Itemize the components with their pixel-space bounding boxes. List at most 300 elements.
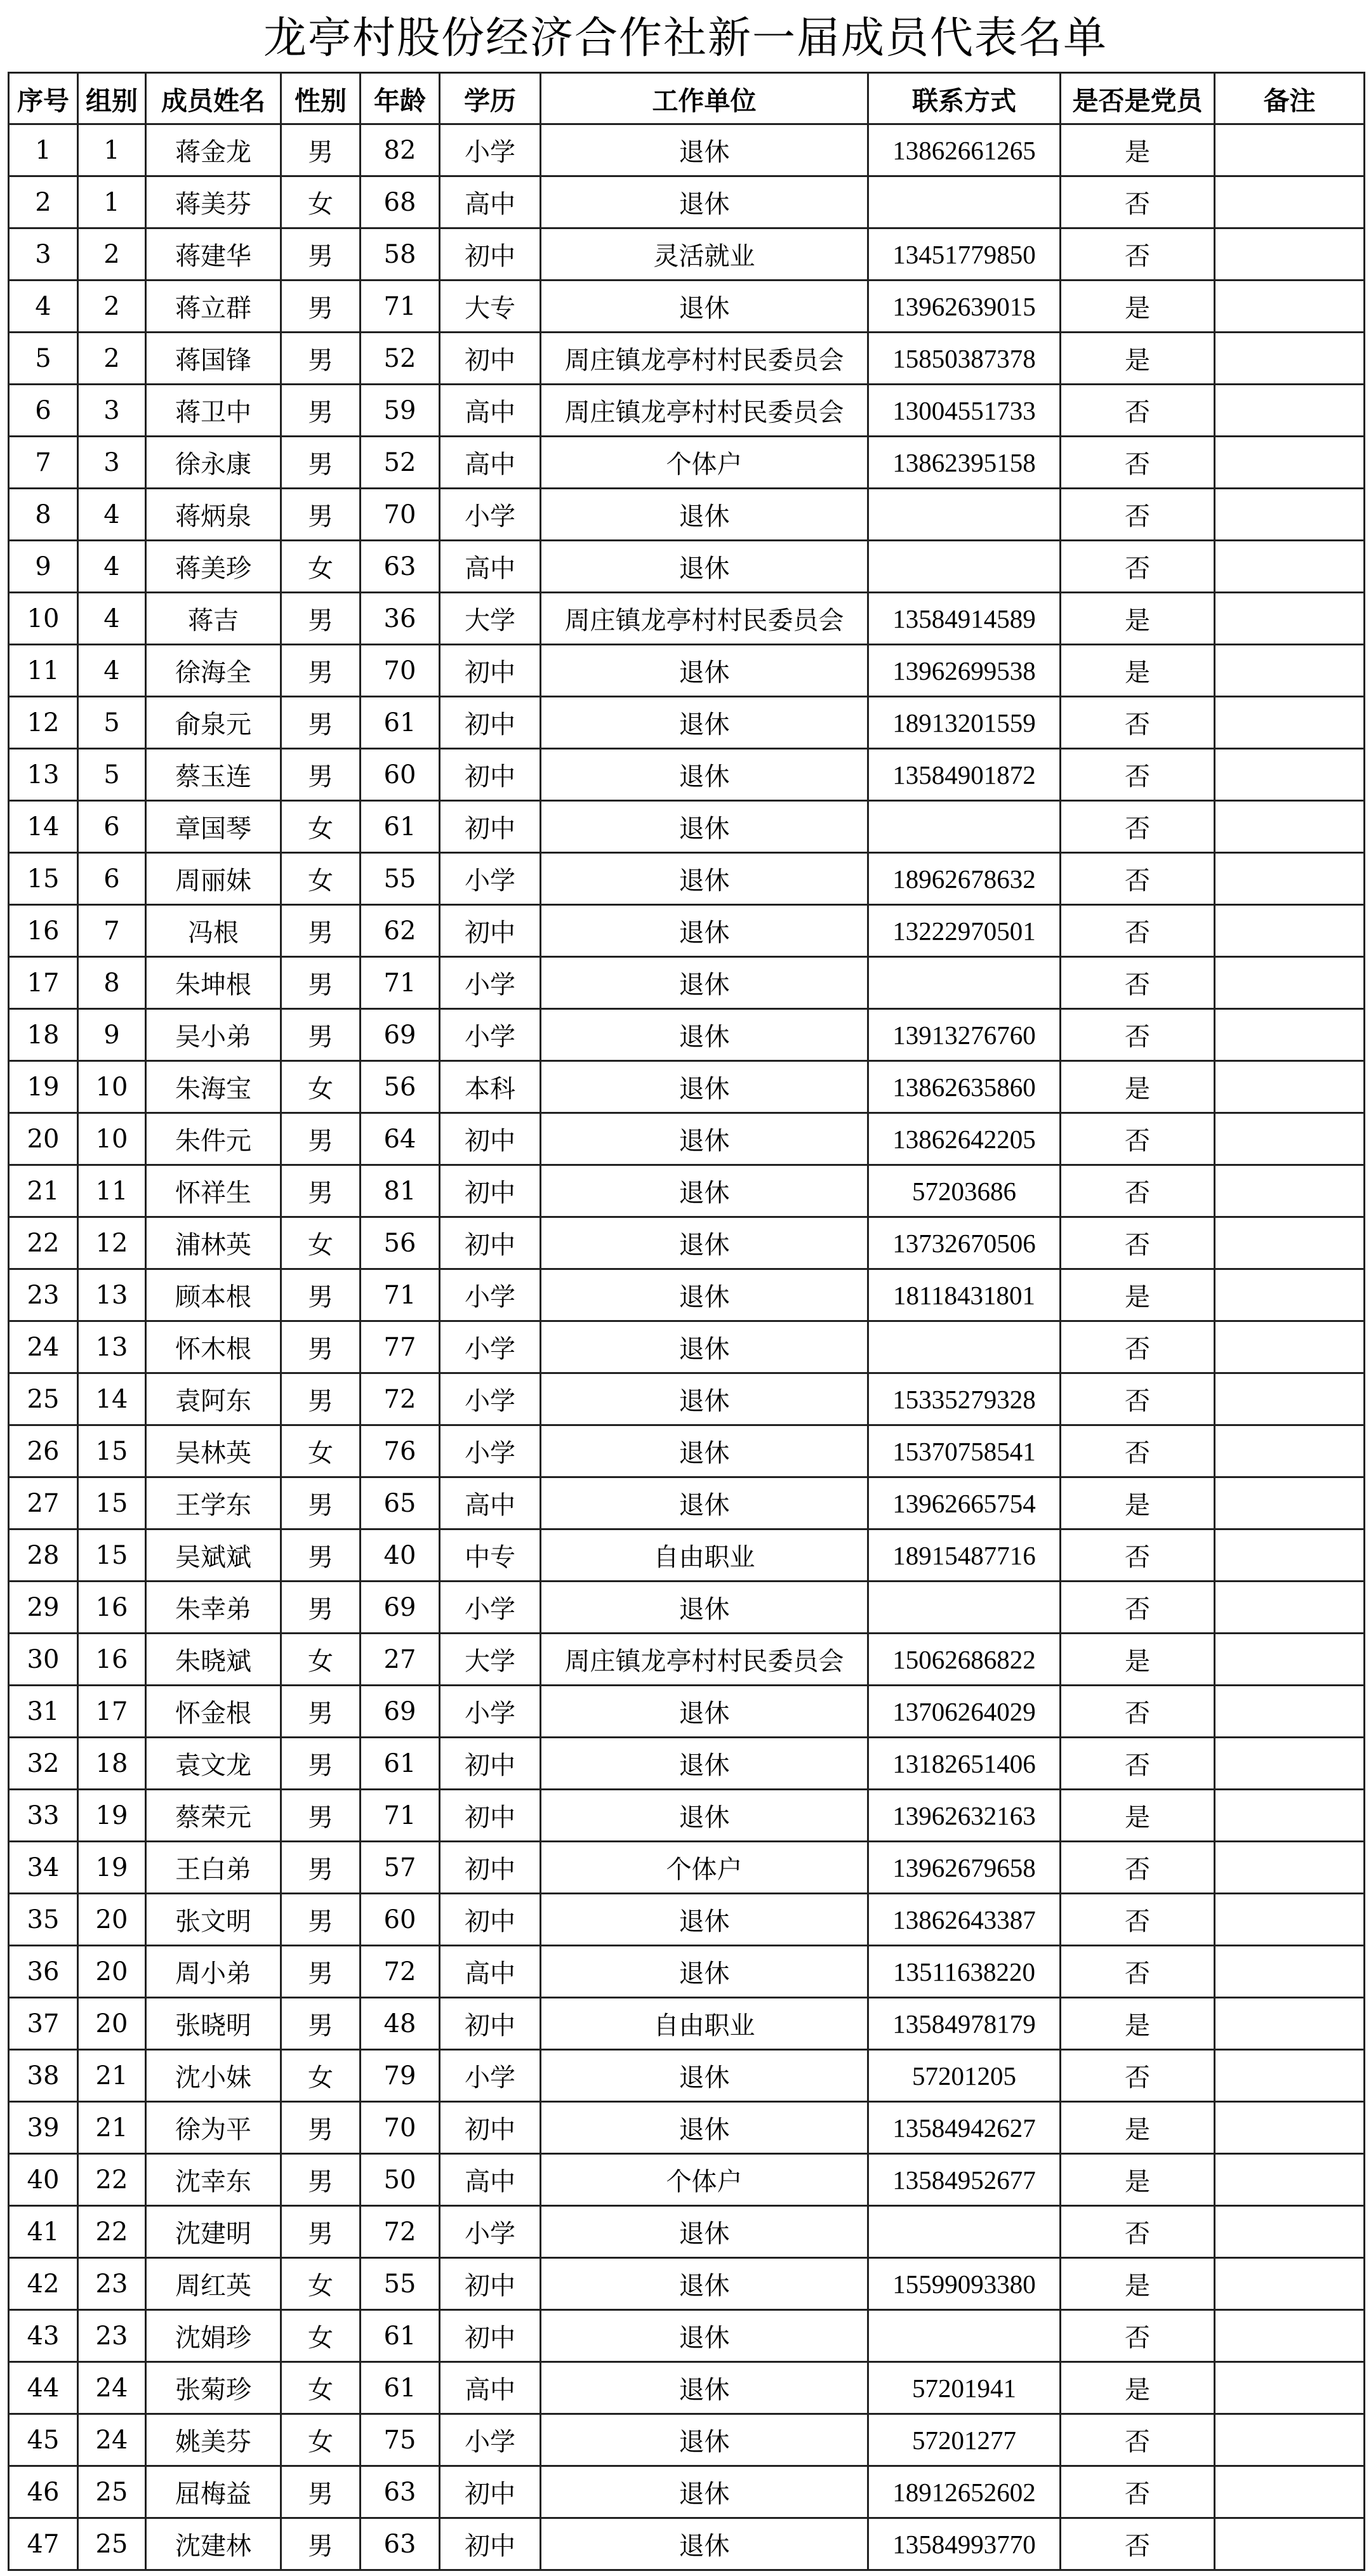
cell-group: 5 (78, 749, 146, 801)
cell-remarks (1215, 645, 1365, 697)
cell-name: 冯根 (146, 905, 281, 957)
cell-education: 初中 (440, 1790, 541, 1842)
cell-gender: 男 (281, 124, 361, 176)
cell-gender: 女 (281, 2310, 361, 2362)
table-row (9, 2206, 1365, 2258)
cell-group: 3 (78, 385, 146, 437)
cell-contact: 13862642205 (868, 1113, 1061, 1165)
cell-age: 55 (361, 853, 440, 905)
cell-index: 32 (9, 1738, 78, 1790)
cell-index: 23 (9, 1269, 78, 1321)
cell-contact: 13962679658 (868, 1842, 1061, 1894)
cell-party-member: 是 (1061, 2258, 1215, 2310)
cell-group: 5 (78, 697, 146, 749)
cell-age: 63 (361, 541, 440, 593)
cell-gender: 男 (281, 645, 361, 697)
col-header-age: 年龄 (361, 73, 440, 124)
cell-party-member: 否 (1061, 489, 1215, 541)
table-row (9, 1373, 1365, 1425)
cell-name: 王学东 (146, 1477, 281, 1529)
cell-contact: 15599093380 (868, 2258, 1061, 2310)
table-row (9, 1477, 1365, 1529)
cell-group: 25 (78, 2466, 146, 2518)
cell-name: 沈小妹 (146, 2050, 281, 2102)
cell-age: 68 (361, 176, 440, 228)
cell-contact: 57201941 (868, 2362, 1061, 2414)
cell-workplace: 退休 (541, 2206, 868, 2258)
table-row (9, 2102, 1365, 2154)
cell-group: 10 (78, 1061, 146, 1113)
cell-workplace: 退休 (541, 2414, 868, 2466)
cell-contact: 13584952677 (868, 2154, 1061, 2206)
cell-name: 吴林英 (146, 1425, 281, 1477)
cell-index: 2 (9, 176, 78, 228)
cell-contact: 15850387378 (868, 333, 1061, 385)
cell-remarks (1215, 1321, 1365, 1373)
cell-name: 徐为平 (146, 2102, 281, 2154)
cell-index: 26 (9, 1425, 78, 1477)
cell-contact: 18913201559 (868, 697, 1061, 749)
cell-index: 38 (9, 2050, 78, 2102)
cell-group: 1 (78, 124, 146, 176)
cell-remarks (1215, 489, 1365, 541)
table-row (9, 1321, 1365, 1373)
cell-workplace: 自由职业 (541, 1998, 868, 2050)
cell-remarks (1215, 1842, 1365, 1894)
cell-workplace: 退休 (541, 1790, 868, 1842)
cell-group: 4 (78, 541, 146, 593)
cell-name: 怀祥生 (146, 1165, 281, 1217)
cell-party-member: 是 (1061, 1790, 1215, 1842)
cell-contact: 13222970501 (868, 905, 1061, 957)
cell-remarks (1215, 541, 1365, 593)
cell-gender: 男 (281, 228, 361, 281)
cell-age: 56 (361, 1217, 440, 1269)
cell-group: 2 (78, 228, 146, 281)
cell-name: 张文明 (146, 1894, 281, 1946)
cell-party-member: 是 (1061, 593, 1215, 645)
cell-gender: 男 (281, 749, 361, 801)
table-row (9, 957, 1365, 1009)
cell-education: 高中 (440, 2362, 541, 2414)
table-row (9, 489, 1365, 541)
cell-group: 25 (78, 2518, 146, 2570)
cell-workplace: 退休 (541, 1321, 868, 1373)
cell-gender: 女 (281, 1634, 361, 1686)
cell-group: 4 (78, 489, 146, 541)
cell-age: 71 (361, 957, 440, 1009)
cell-party-member: 否 (1061, 1582, 1215, 1634)
cell-education: 初中 (440, 1738, 541, 1790)
col-header-remarks: 备注 (1215, 73, 1365, 124)
cell-remarks (1215, 1477, 1365, 1529)
cell-education: 高中 (440, 385, 541, 437)
cell-party-member: 否 (1061, 2050, 1215, 2102)
table-row (9, 697, 1365, 749)
cell-age: 52 (361, 437, 440, 489)
cell-name: 吴小弟 (146, 1009, 281, 1061)
cell-remarks (1215, 697, 1365, 749)
cell-gender: 男 (281, 1842, 361, 1894)
cell-workplace: 退休 (541, 1738, 868, 1790)
cell-index: 40 (9, 2154, 78, 2206)
cell-education: 初中 (440, 801, 541, 853)
cell-index: 35 (9, 1894, 78, 1946)
cell-workplace: 个体户 (541, 2154, 868, 2206)
cell-gender: 男 (281, 1321, 361, 1373)
table-row (9, 645, 1365, 697)
cell-name: 章国琴 (146, 801, 281, 853)
cell-name: 屈梅益 (146, 2466, 281, 2518)
cell-workplace: 退休 (541, 1946, 868, 1998)
cell-remarks (1215, 2258, 1365, 2310)
cell-group: 24 (78, 2414, 146, 2466)
cell-workplace: 自由职业 (541, 1529, 868, 1582)
cell-index: 13 (9, 749, 78, 801)
cell-education: 初中 (440, 905, 541, 957)
cell-party-member: 否 (1061, 385, 1215, 437)
cell-education: 初中 (440, 2258, 541, 2310)
cell-contact: 13706264029 (868, 1686, 1061, 1738)
cell-index: 6 (9, 385, 78, 437)
cell-remarks (1215, 2518, 1365, 2570)
cell-group: 3 (78, 437, 146, 489)
cell-remarks (1215, 853, 1365, 905)
cell-workplace: 退休 (541, 801, 868, 853)
cell-index: 39 (9, 2102, 78, 2154)
cell-contact: 13962639015 (868, 281, 1061, 333)
col-header-group: 组别 (78, 73, 146, 124)
cell-age: 48 (361, 1998, 440, 2050)
cell-age: 40 (361, 1529, 440, 1582)
cell-remarks (1215, 1061, 1365, 1113)
cell-remarks (1215, 176, 1365, 228)
table-row (9, 1842, 1365, 1894)
cell-workplace: 退休 (541, 281, 868, 333)
cell-remarks (1215, 2206, 1365, 2258)
cell-group: 9 (78, 1009, 146, 1061)
cell-group: 20 (78, 1946, 146, 1998)
cell-workplace: 退休 (541, 2310, 868, 2362)
cell-group: 17 (78, 1686, 146, 1738)
cell-remarks (1215, 281, 1365, 333)
cell-party-member: 否 (1061, 1165, 1215, 1217)
table-row (9, 1738, 1365, 1790)
cell-age: 52 (361, 333, 440, 385)
col-header-contact: 联系方式 (868, 73, 1061, 124)
cell-group: 16 (78, 1634, 146, 1686)
cell-education: 初中 (440, 2518, 541, 2570)
cell-gender: 男 (281, 1165, 361, 1217)
cell-age: 72 (361, 2206, 440, 2258)
table-row (9, 2414, 1365, 2466)
cell-name: 俞泉元 (146, 697, 281, 749)
table-row (9, 541, 1365, 593)
cell-gender: 女 (281, 176, 361, 228)
col-header-party-member: 是否是党员 (1061, 73, 1215, 124)
cell-workplace: 退休 (541, 541, 868, 593)
cell-name: 徐海全 (146, 645, 281, 697)
cell-contact: 13862643387 (868, 1894, 1061, 1946)
cell-age: 70 (361, 2102, 440, 2154)
cell-party-member: 否 (1061, 1686, 1215, 1738)
cell-remarks (1215, 905, 1365, 957)
cell-workplace: 退休 (541, 1686, 868, 1738)
cell-education: 初中 (440, 1217, 541, 1269)
cell-workplace: 退休 (541, 2258, 868, 2310)
cell-workplace: 退休 (541, 489, 868, 541)
cell-workplace: 灵活就业 (541, 228, 868, 281)
table-row (9, 1894, 1365, 1946)
cell-gender: 男 (281, 905, 361, 957)
member-table (8, 72, 1365, 2571)
cell-contact: 13004551733 (868, 385, 1061, 437)
cell-education: 高中 (440, 2154, 541, 2206)
cell-group: 12 (78, 1217, 146, 1269)
cell-party-member: 是 (1061, 124, 1215, 176)
cell-workplace: 退休 (541, 1113, 868, 1165)
cell-group: 23 (78, 2258, 146, 2310)
cell-age: 75 (361, 2414, 440, 2466)
cell-contact: 13962632163 (868, 1790, 1061, 1842)
cell-group: 22 (78, 2206, 146, 2258)
cell-party-member: 否 (1061, 1946, 1215, 1998)
table-row (9, 2050, 1365, 2102)
cell-education: 初中 (440, 228, 541, 281)
cell-index: 31 (9, 1686, 78, 1738)
cell-remarks (1215, 593, 1365, 645)
cell-gender: 女 (281, 1217, 361, 1269)
cell-workplace: 退休 (541, 957, 868, 1009)
cell-education: 初中 (440, 1165, 541, 1217)
cell-remarks (1215, 2414, 1365, 2466)
cell-contact: 13862395158 (868, 437, 1061, 489)
cell-index: 47 (9, 2518, 78, 2570)
cell-gender: 女 (281, 853, 361, 905)
cell-age: 63 (361, 2466, 440, 2518)
cell-index: 28 (9, 1529, 78, 1582)
cell-contact: 13862635860 (868, 1061, 1061, 1113)
cell-gender: 男 (281, 1113, 361, 1165)
cell-remarks (1215, 1425, 1365, 1477)
cell-name: 蒋国锋 (146, 333, 281, 385)
cell-group: 2 (78, 281, 146, 333)
cell-party-member: 是 (1061, 2102, 1215, 2154)
cell-remarks (1215, 1165, 1365, 1217)
cell-remarks (1215, 2154, 1365, 2206)
cell-gender: 男 (281, 957, 361, 1009)
cell-contact (868, 1582, 1061, 1634)
cell-name: 王白弟 (146, 1842, 281, 1894)
col-header-education: 学历 (440, 73, 541, 124)
cell-party-member: 否 (1061, 2466, 1215, 2518)
cell-contact: 18962678632 (868, 853, 1061, 905)
cell-name: 徐永康 (146, 437, 281, 489)
cell-contact: 57203686 (868, 1165, 1061, 1217)
cell-gender: 男 (281, 2206, 361, 2258)
cell-gender: 男 (281, 489, 361, 541)
cell-party-member: 是 (1061, 1477, 1215, 1529)
cell-remarks (1215, 2050, 1365, 2102)
cell-group: 19 (78, 1842, 146, 1894)
cell-group: 1 (78, 176, 146, 228)
cell-name: 沈幸东 (146, 2154, 281, 2206)
cell-name: 蒋金龙 (146, 124, 281, 176)
cell-gender: 男 (281, 437, 361, 489)
cell-age: 69 (361, 1009, 440, 1061)
cell-name: 蒋建华 (146, 228, 281, 281)
cell-contact: 13962665754 (868, 1477, 1061, 1529)
cell-contact: 13732670506 (868, 1217, 1061, 1269)
cell-education: 初中 (440, 645, 541, 697)
cell-age: 27 (361, 1634, 440, 1686)
cell-name: 蔡玉连 (146, 749, 281, 801)
cell-name: 蒋炳泉 (146, 489, 281, 541)
cell-contact: 13584901872 (868, 749, 1061, 801)
cell-gender: 男 (281, 1009, 361, 1061)
cell-gender: 男 (281, 593, 361, 645)
cell-name: 朱坤根 (146, 957, 281, 1009)
cell-name: 沈建林 (146, 2518, 281, 2570)
cell-index: 25 (9, 1373, 78, 1425)
cell-gender: 男 (281, 385, 361, 437)
cell-name: 袁阿东 (146, 1373, 281, 1425)
cell-index: 19 (9, 1061, 78, 1113)
cell-education: 小学 (440, 2050, 541, 2102)
cell-gender: 男 (281, 1477, 361, 1529)
cell-age: 63 (361, 2518, 440, 2570)
cell-contact: 57201205 (868, 2050, 1061, 2102)
cell-party-member: 是 (1061, 2362, 1215, 2414)
document-title: 龙亭村股份经济合作社新一届成员代表名单 (263, 13, 1108, 63)
cell-workplace: 退休 (541, 176, 868, 228)
cell-name: 蒋立群 (146, 281, 281, 333)
cell-education: 小学 (440, 1373, 541, 1425)
cell-party-member: 是 (1061, 1061, 1215, 1113)
cell-education: 初中 (440, 2310, 541, 2362)
cell-party-member: 否 (1061, 541, 1215, 593)
cell-index: 41 (9, 2206, 78, 2258)
cell-remarks (1215, 2310, 1365, 2362)
cell-name: 张晓明 (146, 1998, 281, 2050)
cell-gender: 男 (281, 1790, 361, 1842)
cell-group: 4 (78, 645, 146, 697)
cell-age: 76 (361, 1425, 440, 1477)
table-row (9, 333, 1365, 385)
cell-age: 72 (361, 1373, 440, 1425)
cell-education: 大学 (440, 593, 541, 645)
cell-age: 71 (361, 281, 440, 333)
cell-education: 初中 (440, 1842, 541, 1894)
cell-contact: 15335279328 (868, 1373, 1061, 1425)
cell-remarks (1215, 1582, 1365, 1634)
cell-gender: 男 (281, 1686, 361, 1738)
cell-party-member: 否 (1061, 853, 1215, 905)
cell-education: 高中 (440, 1946, 541, 1998)
cell-contact: 13962699538 (868, 645, 1061, 697)
cell-education: 小学 (440, 124, 541, 176)
cell-age: 65 (361, 1477, 440, 1529)
cell-workplace: 退休 (541, 1477, 868, 1529)
cell-education: 大专 (440, 281, 541, 333)
cell-party-member: 否 (1061, 176, 1215, 228)
cell-remarks (1215, 1738, 1365, 1790)
cell-workplace: 退休 (541, 1894, 868, 1946)
cell-age: 71 (361, 1790, 440, 1842)
cell-name: 周红英 (146, 2258, 281, 2310)
cell-index: 8 (9, 489, 78, 541)
cell-workplace: 退休 (541, 1425, 868, 1477)
table-row (9, 1582, 1365, 1634)
cell-education: 小学 (440, 1009, 541, 1061)
cell-party-member: 否 (1061, 1425, 1215, 1477)
cell-contact (868, 957, 1061, 1009)
cell-name: 蒋美珍 (146, 541, 281, 593)
cell-index: 43 (9, 2310, 78, 2362)
table-row (9, 1946, 1365, 1998)
cell-party-member: 是 (1061, 645, 1215, 697)
cell-contact: 18915487716 (868, 1529, 1061, 1582)
cell-gender: 女 (281, 1061, 361, 1113)
cell-name: 张菊珍 (146, 2362, 281, 2414)
cell-remarks (1215, 2362, 1365, 2414)
cell-workplace: 个体户 (541, 437, 868, 489)
cell-workplace: 周庄镇龙亭村村民委员会 (541, 593, 868, 645)
cell-age: 36 (361, 593, 440, 645)
cell-remarks (1215, 437, 1365, 489)
cell-party-member: 是 (1061, 1269, 1215, 1321)
cell-remarks (1215, 1998, 1365, 2050)
cell-name: 朱晓斌 (146, 1634, 281, 1686)
cell-remarks (1215, 749, 1365, 801)
cell-education: 初中 (440, 749, 541, 801)
cell-workplace: 周庄镇龙亭村村民委员会 (541, 385, 868, 437)
cell-contact: 13511638220 (868, 1946, 1061, 1998)
cell-contact (868, 541, 1061, 593)
cell-remarks (1215, 1373, 1365, 1425)
cell-name: 朱幸弟 (146, 1582, 281, 1634)
cell-workplace: 退休 (541, 1009, 868, 1061)
table-body (9, 124, 1365, 2570)
table-row (9, 385, 1365, 437)
col-header-name: 成员姓名 (146, 73, 281, 124)
cell-education: 小学 (440, 1686, 541, 1738)
table-row (9, 1217, 1365, 1269)
cell-name: 周丽妹 (146, 853, 281, 905)
cell-group: 18 (78, 1738, 146, 1790)
cell-workplace: 退休 (541, 905, 868, 957)
cell-party-member: 否 (1061, 1321, 1215, 1373)
cell-workplace: 退休 (541, 1373, 868, 1425)
cell-group: 20 (78, 1894, 146, 1946)
cell-gender: 女 (281, 2258, 361, 2310)
cell-group: 7 (78, 905, 146, 957)
cell-education: 小学 (440, 1425, 541, 1477)
cell-remarks (1215, 2466, 1365, 2518)
cell-party-member: 否 (1061, 1894, 1215, 1946)
table-row (9, 1790, 1365, 1842)
table-row (9, 2258, 1365, 2310)
cell-index: 42 (9, 2258, 78, 2310)
cell-workplace: 周庄镇龙亭村村民委员会 (541, 1634, 868, 1686)
cell-group: 4 (78, 593, 146, 645)
cell-party-member: 否 (1061, 2206, 1215, 2258)
cell-party-member: 否 (1061, 749, 1215, 801)
cell-education: 初中 (440, 2102, 541, 2154)
cell-contact (868, 1321, 1061, 1373)
table-row (9, 2518, 1365, 2570)
cell-index: 33 (9, 1790, 78, 1842)
